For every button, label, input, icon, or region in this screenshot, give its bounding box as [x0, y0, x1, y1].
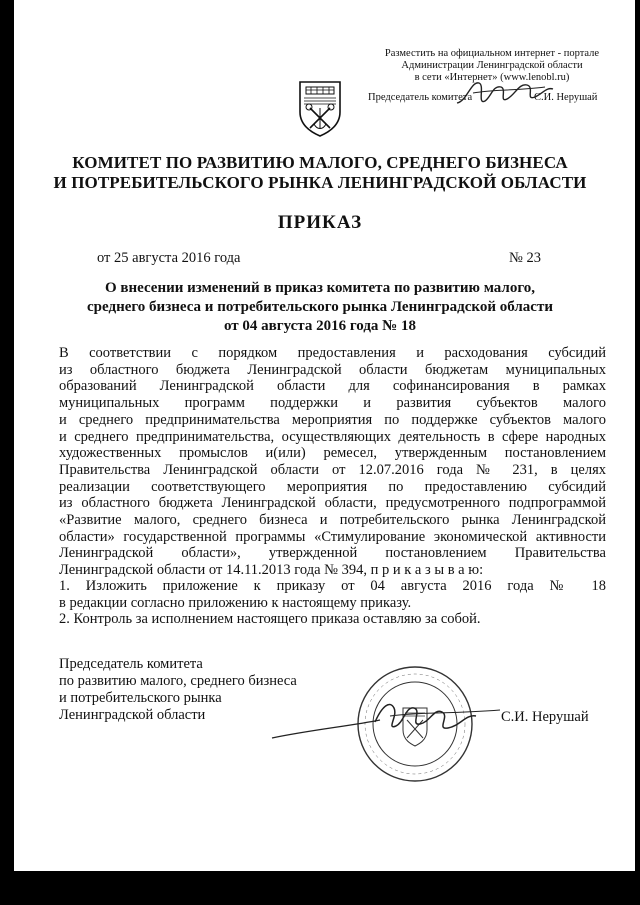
subject-line: от 04 августа 2016 года № 18 — [224, 318, 416, 334]
paragraph-line: образований Ленинградской области для софинансирования в рамках — [59, 378, 606, 395]
paragraph-line: из областного бюджета Ленинградской области бюджетам муниципальных — [59, 361, 606, 378]
coat-of-arms-icon — [297, 78, 343, 138]
paragraph-line: художественных промыслов и(или) ремесел, утвержденным постановлением — [59, 445, 606, 462]
signer-title — [59, 656, 297, 724]
order-item-2: 2. Контроль за исполнением настоящего приказа оставляю за собой. — [59, 611, 481, 628]
paragraph-line: области» государственной программы «Стимулирование экономической активности — [59, 528, 606, 545]
signer-title-line: Председатель комитета — [59, 656, 203, 672]
approval-chair-name: С.И. Нерушай — [534, 92, 598, 103]
handwritten-signature — [270, 686, 520, 756]
document-type-heading: ПРИКАЗ — [277, 212, 363, 233]
order-date: от 25 августа 2016 года — [97, 250, 241, 266]
order-item-1: 1. Изложить приложение к приказу от 04 августа 2016 года № 18 — [59, 578, 606, 594]
approval-line: Администрации Ленинградской области — [401, 60, 583, 71]
approval-chair-label: Председатель комитета — [368, 92, 473, 103]
scan-edge-left — [0, 0, 14, 905]
paragraph-line: и среднего предпринимательства, осуществляющих деятельность в сфере народных — [59, 428, 606, 445]
paragraph-line: Ленинградской области», утвержденной постановлением Правительства — [59, 545, 606, 562]
handwritten-signature-top — [455, 75, 555, 111]
subject-line: О внесении изменений в приказ комитета по развитию малого, — [104, 280, 536, 296]
order-subject — [60, 279, 580, 336]
paragraph-line: реализации соответствующего мероприятия по предоставлению субсидий — [59, 478, 606, 495]
paragraph-line: «Развитие малого, среднего бизнеса и потребительского рынка Ленинградской — [59, 512, 606, 529]
paragraph-line: Ленинградской области от 14.11.2013 года № 394, п р и к а з ы в а ю: — [59, 562, 484, 579]
paragraph-line: из областного бюджета Ленинградской области, предусмотренного подпрограммой — [59, 495, 606, 512]
committee-title — [40, 153, 600, 193]
signer-title-line: Ленинградской области — [59, 707, 206, 723]
approval-line: Разместить на официальном интернет - портале — [384, 48, 600, 59]
paragraph-line: Правительства Ленинградской области от 12.07.2016 года № 231, в целях — [59, 461, 606, 478]
committee-title-line: КОМИТЕТ ПО РАЗВИТИЮ МАЛОГО, СРЕДНЕГО БИЗНЕСА — [72, 153, 568, 172]
paragraph-line: В соответствии с порядком предоставления и расходования субсидий — [59, 345, 606, 361]
scan-edge-right — [635, 0, 640, 905]
signer-title-line: по развитию малого, среднего бизнеса — [59, 673, 297, 689]
subject-line: среднего бизнеса и потребительского рынка Ленинградской области — [87, 299, 553, 315]
order-items — [59, 578, 606, 628]
preamble-paragraph — [59, 345, 606, 579]
order-number: № 23 — [509, 250, 541, 266]
signer-title-line: и потребительского рынка — [59, 690, 222, 706]
paragraph-line: и среднего предпринимательства мероприятия по поддержке субъектов малого — [59, 411, 606, 428]
approval-line: в сети «Интернет» (www.lenobl.ru) — [414, 72, 570, 83]
paragraph-line: муниципальных программ поддержки и развития субъектов малого — [59, 395, 606, 412]
committee-title-line: И ПОТРЕБИТЕЛЬСКОГО РЫНКА ЛЕНИНГРАДСКОЙ ОБЛАСТИ — [53, 173, 587, 192]
scan-edge-bottom — [0, 871, 640, 905]
signer-name: С.И. Нерушай — [501, 709, 589, 725]
order-item-1-continued: в редакции согласно приложению к настоящему приказу. — [59, 594, 412, 611]
